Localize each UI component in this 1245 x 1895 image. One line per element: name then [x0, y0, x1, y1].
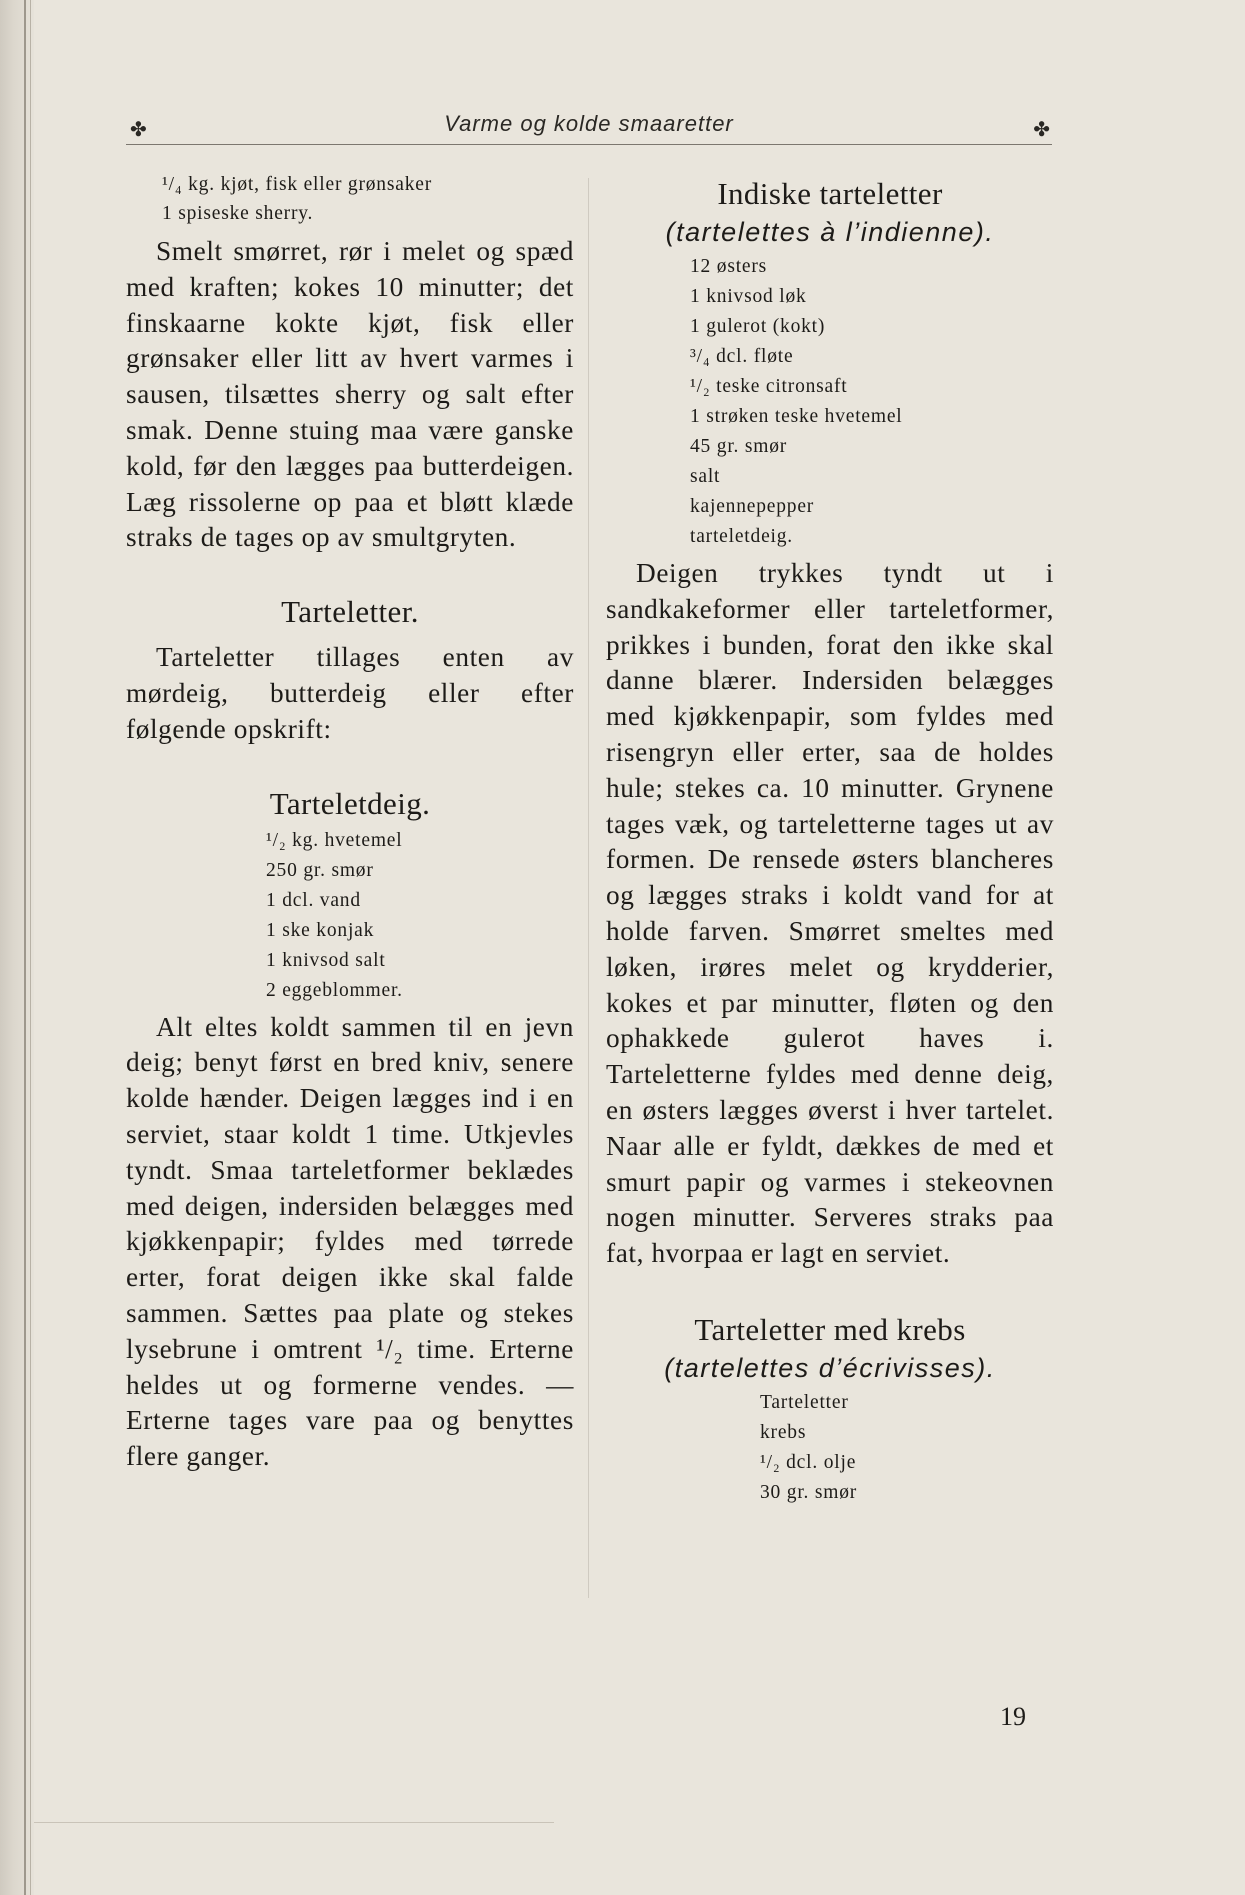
- ingredient-item: Tarteletter: [760, 1391, 849, 1413]
- ornament-left-icon: ✤: [130, 117, 147, 141]
- ingredient-item: ¹/₂ dcl. olje: [760, 1451, 857, 1473]
- ingredient-list-krebs: [760, 1388, 1054, 1508]
- running-header: [126, 108, 1052, 148]
- ingredient-item: 1 dcl. vand: [266, 889, 361, 911]
- ingredient-list-indiske: [690, 252, 1054, 552]
- ingredient-item: ¹/₂ teske citronsaft: [690, 376, 848, 397]
- ingredient-item: ¹/₂ kg. hvetemel: [266, 829, 403, 851]
- paragraph-indiske-method: Deigen trykkes tyndt ut i sandkakeformer eller tarteletformer, prikkes i bunden, forat den ikke skal danne blærer. Indersiden belægges med kjøkkenpapir, som fyldes med risengryn eller erter, saa de holdes hule; stekes ca. 10 minutter. Grynene tages væk, og tarteletterne tages ut av formen. De rensede østers blancheres og lægges straks i koldt vand for at holde farven. Smørret smeltes med løken, irøres melet og krydderier, kokes et par minutter, fløten og den ophakkede gulerot haves i. Tarteletterne fyldes med denne deig, en østers lægges øverst i hver tartelet. Naar alle er fyldt, dækkes de med et smurt papir og varmes i stekeovnen nogen minutter. Serveres straks paa fat, hvorpaa er lagt en serviet.: [606, 558, 1054, 1269]
- ingredient-item: 2 eggeblommer.: [266, 979, 403, 1001]
- ingredient-item: tarteletdeig.: [690, 526, 793, 547]
- book-spine: [0, 0, 34, 1895]
- ingredient-item: ¹/₄ kg. kjøt, fisk eller grønsaker: [162, 174, 432, 195]
- subtitle-indiske-tarteletter: (tartelettes à l’indienne).: [665, 217, 995, 247]
- ingredient-item: 1 knivsod løk: [690, 286, 807, 307]
- ingredient-item: kajennepepper: [690, 496, 815, 517]
- ingredient-list-top: [162, 170, 574, 228]
- heading-tarteletdeig: Tarteletdeig.: [269, 785, 431, 821]
- ingredient-list-tarteletdeig: [266, 826, 574, 1006]
- heading-tarteletter: Tarteletter.: [281, 594, 419, 630]
- column-divider: [588, 178, 589, 1598]
- left-column: [126, 170, 574, 1475]
- ingredient-item: 1 ske konjak: [266, 919, 375, 941]
- ingredient-item: 45 gr. smør: [690, 436, 788, 457]
- ingredient-item: krebs: [760, 1421, 807, 1443]
- spine-edge: [24, 0, 26, 1895]
- page-edge-line: [34, 1822, 554, 1823]
- ingredient-item: 1 gulerot (kokt): [690, 316, 826, 337]
- ingredient-item: 1 spiseske sherry.: [162, 203, 314, 224]
- ingredient-item: ³/₄ dcl. fløte: [690, 346, 794, 367]
- paragraph-stuing: Smelt smørret, rør i melet og spæd med kraften; kokes 10 minutter; det finskaarne kokte kjøt, fisk eller grønsaker eller litt av hvert varmes i sausen, tilsættes sherry og salt efter smak. Denne stuing maa være ganske kold, før den lægges paa butterdeigen. Læg rissolerne op paa et bløtt klæde straks de tages op av smultgryten.: [126, 236, 574, 553]
- ingredient-item: 30 gr. smør: [760, 1481, 858, 1503]
- subtitle-tarteletter-med-krebs: (tartelettes d’écrivisses).: [664, 1352, 996, 1383]
- ingredient-item: 1 knivsod salt: [266, 949, 386, 971]
- page-number: 19: [1000, 1702, 1026, 1731]
- ingredient-item: 1 strøken teske hvetemel: [690, 406, 903, 427]
- ingredient-item: 250 gr. smør: [266, 859, 374, 881]
- paragraph-tarteletdeig-method: Alt eltes koldt sammen til en jevn deig; benyt først en bred kniv, senere kolde hænder. Deigen lægges ind i en serviet, staar koldt 1 time. Utkjevles tyndt. Smaa tarteletformer beklædes med deigen, indersiden belægges med kjøkkenpapir; fyldes med tørrede erter, forat deigen ikke skal falde sammen. Sættes paa plate og stekes lysebrune i omtrent ¹/₂ time. Erterne heldes ut og formerne vendes. — Erterne tages vare paa og benyttes flere ganger.: [126, 1011, 574, 1472]
- ingredient-item: salt: [690, 466, 721, 487]
- right-column: [606, 170, 1054, 1508]
- heading-tarteletter-med-krebs: Tarteletter med krebs: [694, 1311, 966, 1347]
- ornament-right-icon: ✤: [1033, 117, 1050, 141]
- header-rule: [126, 144, 1052, 145]
- running-header-title: Varme og kolde smaaretter: [444, 111, 734, 136]
- heading-indiske-tarteletter: Indiske tarteletter: [717, 176, 943, 211]
- paragraph-tarteletter-intro: Tarteletter tillages enten av mørdeig, butterdeig eller efter følgende opskrift:: [126, 642, 574, 744]
- spine-edge-inner: [30, 0, 31, 1895]
- ingredient-item: 12 østers: [690, 256, 768, 277]
